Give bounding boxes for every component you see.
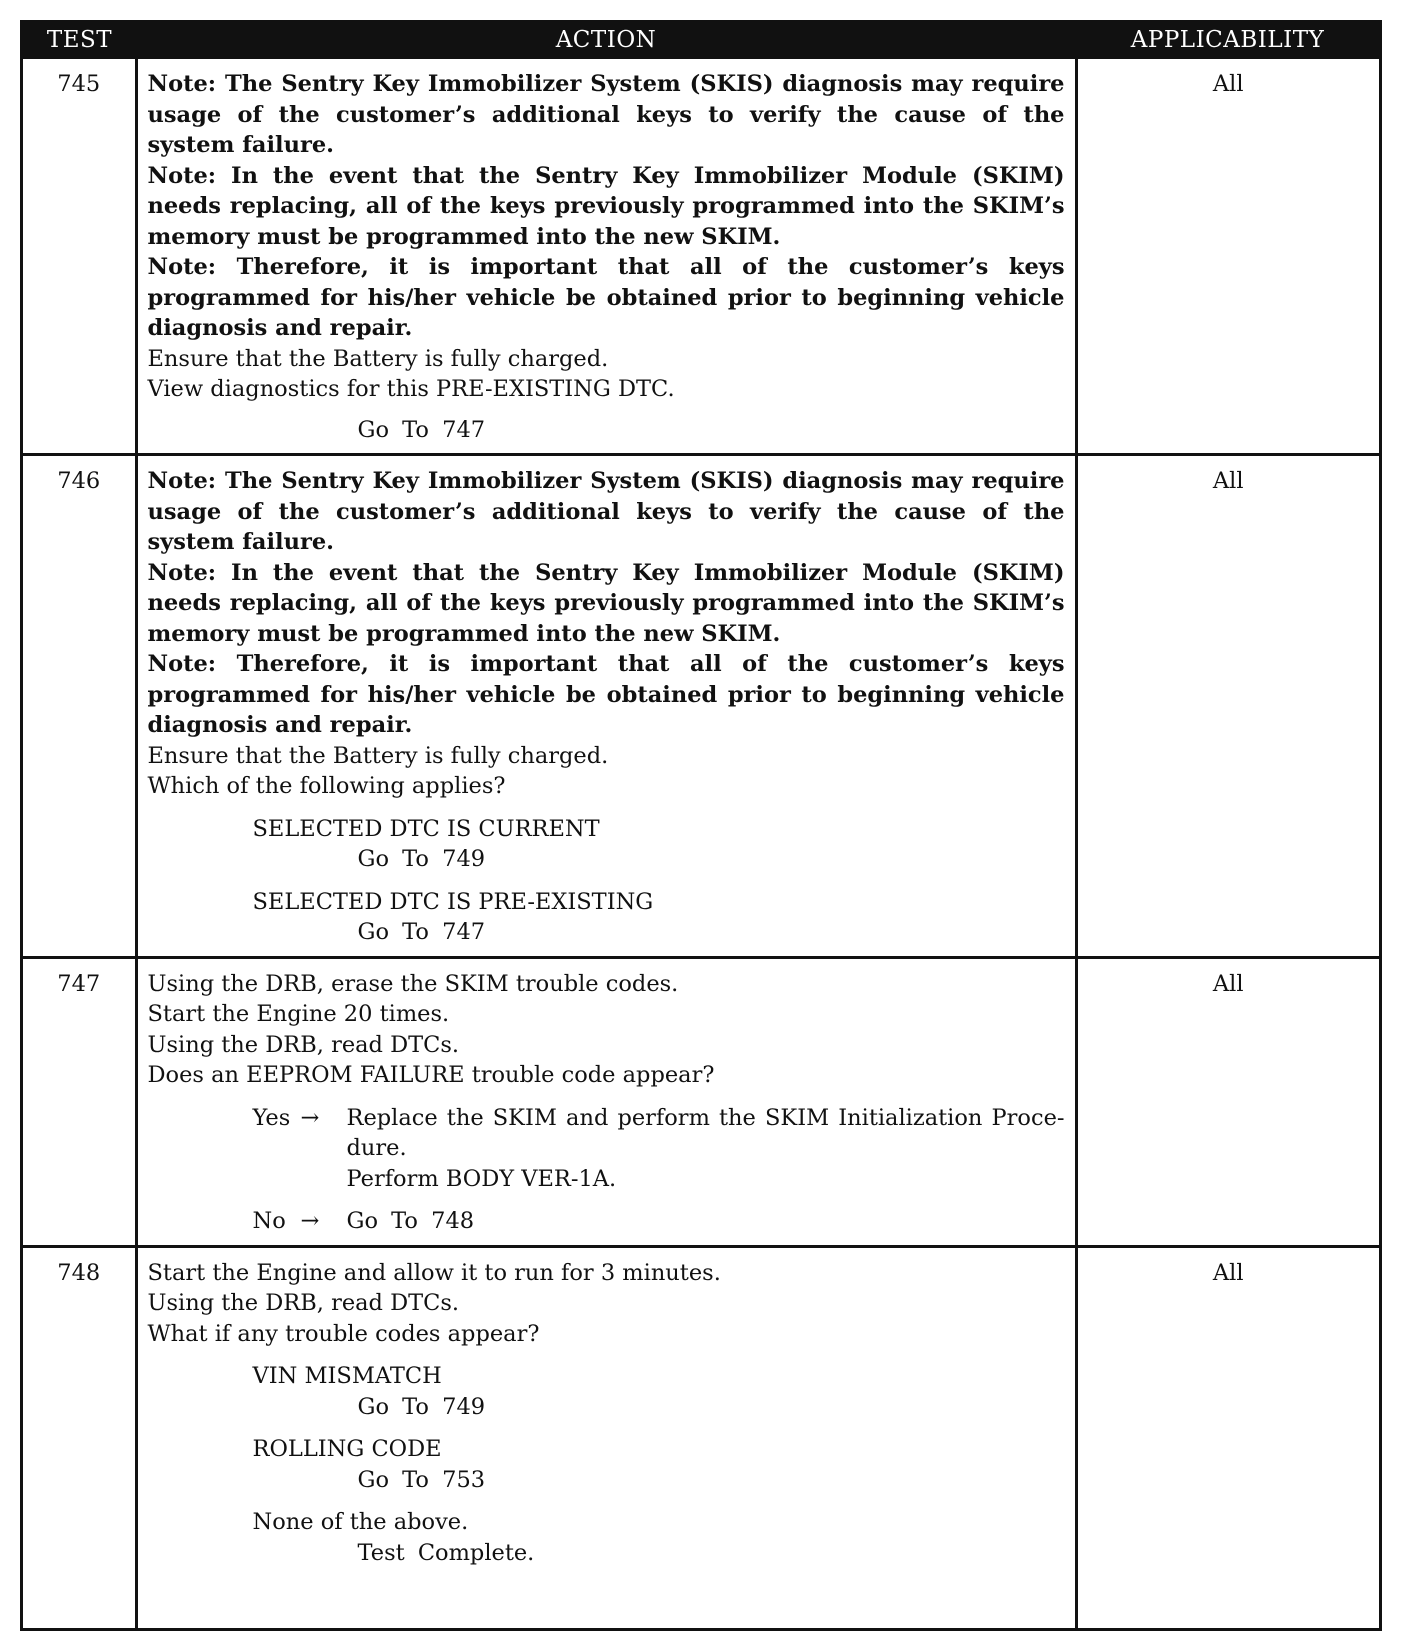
table-row	[23, 1246, 1379, 1628]
no-label: No	[252, 1208, 286, 1234]
action-line: Start the Engine 20 times.	[147, 1001, 450, 1027]
action-line: Using the DRB, read DTCs.	[147, 1031, 460, 1058]
header-test: TEST	[23, 23, 136, 58]
goto-instruction: Go To 749	[357, 846, 486, 872]
action-line: Which of the following applies?	[147, 773, 506, 799]
yes-label: Yes	[252, 1104, 291, 1131]
applicability-value: All	[1076, 58, 1379, 455]
applicability-value: All	[1076, 455, 1379, 958]
table-row	[23, 455, 1379, 958]
action-cell	[136, 58, 1076, 455]
diagnostic-test-table	[23, 23, 1379, 1628]
test-number: 748	[23, 1246, 136, 1628]
option-block	[253, 887, 1065, 948]
table-row	[23, 957, 1379, 1246]
note-keys-obtained: Note: Therefore, it is important that all of the customer’s keys programmed for his/her vehicle be obtained prior to beginning vehicle diagnosis and repair.	[147, 651, 1065, 738]
no-branch	[253, 1206, 1065, 1237]
applicability-value: All	[1076, 957, 1379, 1246]
action-line: Ensure that the Battery is fully charged.	[147, 742, 609, 769]
option-label: None of the above.	[252, 1509, 469, 1535]
test-number: 747	[23, 957, 136, 1246]
action-cell	[136, 957, 1076, 1246]
goto-instruction: Go To 749	[357, 1393, 486, 1420]
action-line: Does an EEPROM FAILURE trouble code appear?	[147, 1062, 715, 1088]
option-block	[253, 1434, 1065, 1495]
diagnostic-test-table-page	[20, 20, 1382, 1631]
note-skis: Note: The Sentry Key Immobilizer System (SKIS) diagnosis may require usage of the customer’s additional keys to verify the cause of the system failure.	[147, 71, 1065, 158]
note-keys-obtained: Note: Therefore, it is important that all of the customer’s keys programmed for his/her vehicle be obtained prior to beginning vehicle diagnosis and repair.	[147, 254, 1065, 341]
option-label: SELECTED DTC IS PRE-EXISTING	[252, 888, 654, 915]
action-line: Ensure that the Battery is fully charged.	[147, 345, 609, 372]
test-number: 745	[23, 58, 136, 455]
goto-instruction: Go To 747	[357, 416, 486, 443]
arrow-icon: →	[300, 1208, 320, 1234]
option-label: VIN MISMATCH	[252, 1363, 442, 1389]
option-block	[253, 814, 1065, 875]
test-number: 746	[23, 455, 136, 958]
goto-instruction: Go To 748	[346, 1208, 475, 1234]
action-line: Using the DRB, read DTCs.	[147, 1290, 460, 1316]
action-line: What if any trouble codes appear?	[147, 1320, 540, 1347]
header-action: ACTION	[136, 23, 1076, 58]
note-skis: Note: The Sentry Key Immobilizer System (SKIS) diagnosis may require usage of the customer’s additional keys to verify the cause of the system failure.	[147, 468, 1065, 555]
option-label: SELECTED DTC IS CURRENT	[252, 815, 600, 842]
goto-instruction: Go To 747	[357, 919, 486, 945]
action-cell	[136, 455, 1076, 958]
yes-action-verify: Perform BODY VER-1A.	[346, 1165, 617, 1192]
applicability-value: All	[1076, 1246, 1379, 1628]
test-complete: Test Complete.	[357, 1539, 535, 1566]
option-label: ROLLING CODE	[252, 1436, 442, 1462]
arrow-icon: →	[300, 1104, 320, 1131]
note-skim-replace: Note: In the event that the Sentry Key Immobilizer Module (SKIM) needs replacing, all of the keys previously programmed into the SKIM’s memory must be programmed into the new SKIM.	[147, 162, 1065, 250]
action-line: View diagnostics for this PRE-EXISTING DTC.	[147, 376, 675, 402]
goto-instruction: Go To 753	[357, 1466, 486, 1493]
action-line: Using the DRB, erase the SKIM trouble codes.	[147, 970, 679, 997]
header-applicability: APPLICABILITY	[1076, 23, 1379, 58]
yes-branch	[253, 1103, 1065, 1195]
note-skim-replace: Note: In the event that the Sentry Key Immobilizer Module (SKIM) needs replacing, all of the keys previously programmed into the SKIM’s memory must be programmed into the new SKIM.	[147, 559, 1065, 647]
option-block	[253, 1361, 1065, 1422]
action-cell	[136, 1246, 1076, 1628]
option-block	[253, 1507, 1065, 1568]
action-line: Start the Engine and allow it to run for 3 minutes.	[147, 1259, 721, 1286]
table-row	[23, 58, 1379, 455]
yes-action: Replace the SKIM and perform the SKIM Initialization Proce-dure.	[346, 1104, 1065, 1161]
table-header-row	[23, 23, 1379, 58]
